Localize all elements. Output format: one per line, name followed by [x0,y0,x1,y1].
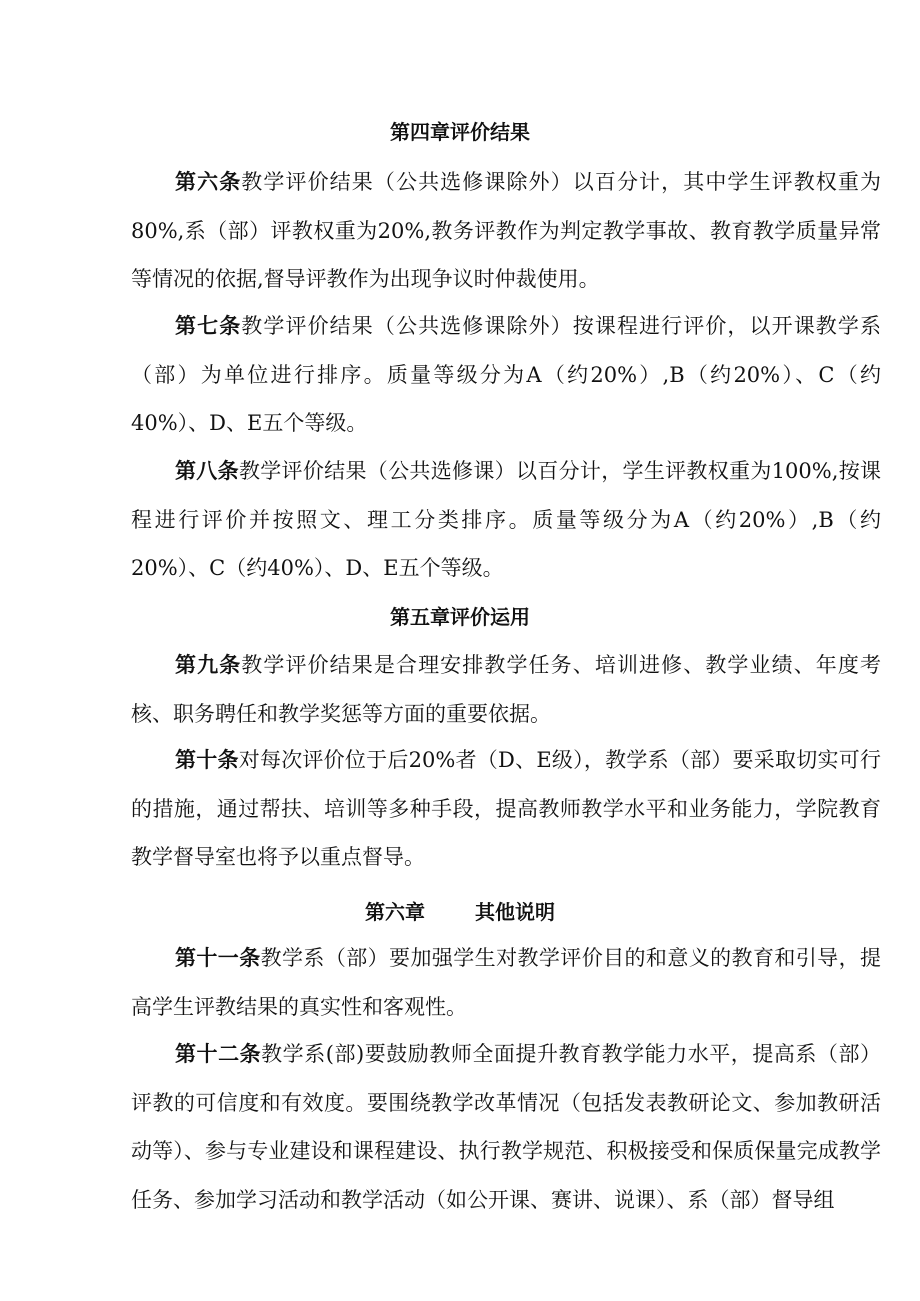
chapter-6-title [0,897,920,927]
article-8-label: 第八条 [175,458,239,483]
article-9 [131,641,881,738]
article-7 [131,302,881,448]
article-12-text: 教学系(部)要鼓励教师全面提升教育教学能力水平，提高系（部）评教的可信度和有效度。要围绕教学改革情况（包括发表教研论文、参加教研活动等）、参与专业建设和课程建设、执行教学规范、积极接受和保质保量完成教学任务、参加学习活动和教学活动（如公开课、赛讲、说课）、系（部）督导组 [131,1042,881,1212]
article-9-text: 教学评价结果是合理安排教学任务、培训进修、教学业绩、年度考核、职务聘任和教学奖惩等方面的重要依据。 [131,653,882,726]
chapter-6-name: 其他说明 [475,900,555,924]
article-11-text: 教学系（部）要加强学生对教学评价目的和意义的教育和引导，提高学生评教结果的真实性和客观性。 [131,946,881,1019]
article-11-label: 第十一条 [175,945,261,970]
chapter-4-title: 第四章评价结果 [390,120,530,144]
article-7-label: 第七条 [175,313,242,338]
article-10-label: 第十条 [175,747,239,772]
article-11 [131,934,881,1031]
article-9-label: 第九条 [175,652,242,677]
article-7-text: 教学评价结果（公共选修课除外）按课程进行评价，以开课教学系（部）为单位进行排序。质量等级分为A（约20%）,B（约20%）、C（约40%）、D、E五个等级。 [131,314,882,435]
article-10-text: 对每次评价位于后20%者（D、E级），教学系（部）要采取切实可行的措施，通过帮扶、培训等多种手段，提高教师教学水平和业务能力，学院教育教学督导室也将予以重点督导。 [131,748,881,869]
article-10 [131,736,881,882]
chapter-5-title: 第五章评价运用 [390,605,530,629]
article-6-text: 教学评价结果（公共选修课除外）以百分计，其中学生评教权重为80%,系（部）评教权重为20%,教务评教作为判定教学事故、教育教学质量异常等情况的依据,督导评教作为出现争议时仲裁使用。 [131,170,882,291]
chapter-6-number: 第六章 [365,900,425,924]
article-12 [131,1030,881,1224]
article-6-label: 第六条 [175,169,242,194]
article-8-text: 教学评价结果（公共选修课）以百分计，学生评教权重为100%,按课程进行评价并按照文、理工分类排序。质量等级分为A（约20%）,B（约20%）、C（约40%）、D、E五个等级。 [131,459,882,580]
article-6 [131,158,881,304]
article-8 [131,447,881,593]
article-12-label: 第十二条 [175,1041,262,1066]
